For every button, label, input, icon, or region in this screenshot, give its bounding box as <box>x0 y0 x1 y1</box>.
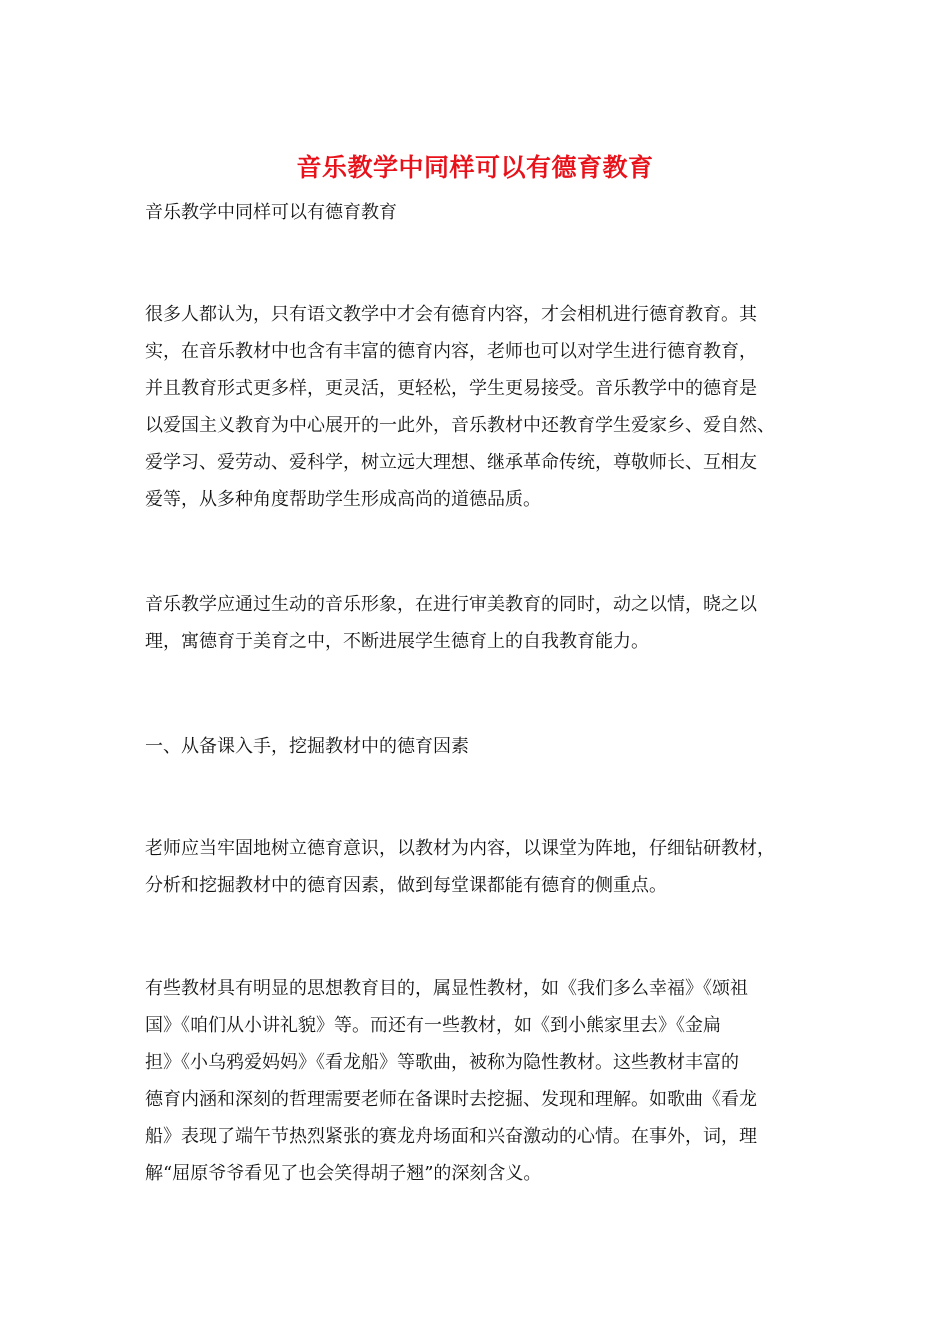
paragraph-line: 实，在音乐教材中也含有丰富的德育内容，老师也可以对学生进行德育教育， <box>145 341 757 362</box>
paragraph-intro <box>145 296 825 518</box>
document-title: 音乐教学中同样可以有德育教育 <box>296 153 654 182</box>
document-subtitle: 音乐教学中同样可以有德育教育 <box>145 202 397 223</box>
paragraph-line: 爱学习、爱劳动、爱科学，树立远大理想、继承革命传统，尊敬师长、互相友 <box>145 452 757 473</box>
paragraph-materials <box>145 970 825 1192</box>
paragraph-line: 爱等，从多种角度帮助学生形成高尚的道德品质。 <box>145 489 541 510</box>
heading-line: 一、从备课入手，挖掘教材中的德育因素 <box>145 736 469 757</box>
paragraph-line: 很多人都认为，只有语文教学中才会有德育内容，才会相机进行德育教育。其 <box>145 304 757 325</box>
paragraph-line: 并且教育形式更多样，更灵活，更轻松，学生更易接受。音乐教学中的德育是 <box>145 378 757 399</box>
paragraph-line: 德育内涵和深刻的哲理需要老师在备课时去挖掘、发现和理解。如歌曲《看龙 <box>145 1089 757 1110</box>
paragraph-line: 老师应当牢固地树立德育意识，以教材为内容，以课堂为阵地，仔细钻研教材， <box>145 838 775 859</box>
paragraph-line: 解“屈原爷爷看见了也会笑得胡子翘”的深刻含义。 <box>145 1163 542 1184</box>
paragraph-line: 国》《咱们从小讲礼貌》等。而还有一些教材，如《到小熊家里去》《金扁 <box>145 1015 721 1036</box>
paragraph-aesthetic <box>145 586 825 660</box>
paragraph-line: 理，寓德育于美育之中，不断进展学生德育上的自我教育能力。 <box>145 631 649 652</box>
section-heading-1 <box>145 728 825 765</box>
paragraph-line: 音乐教学应通过生动的音乐形象，在进行审美教育的同时，动之以情，晓之以 <box>145 594 757 615</box>
paragraph-line: 分析和挖掘教材中的德育因素，做到每堂课都能有德育的侧重点。 <box>145 875 667 896</box>
paragraph-line: 有些教材具有明显的思想教育目的，属显性教材，如《我们多么幸福》《颂祖 <box>145 978 748 999</box>
paragraph-line: 船》表现了端午节热烈紧张的赛龙舟场面和兴奋激动的心情。在事外，词，理 <box>145 1126 757 1147</box>
paragraph-teacher <box>145 830 825 904</box>
paragraph-line: 担》《小乌鸦爱妈妈》《看龙船》等歌曲，被称为隐性教材。这些教材丰富的 <box>145 1052 739 1073</box>
paragraph-line: 以爱国主义教育为中心展开的一此外，音乐教材中还教育学生爱家乡、爱自然、 <box>145 415 775 436</box>
